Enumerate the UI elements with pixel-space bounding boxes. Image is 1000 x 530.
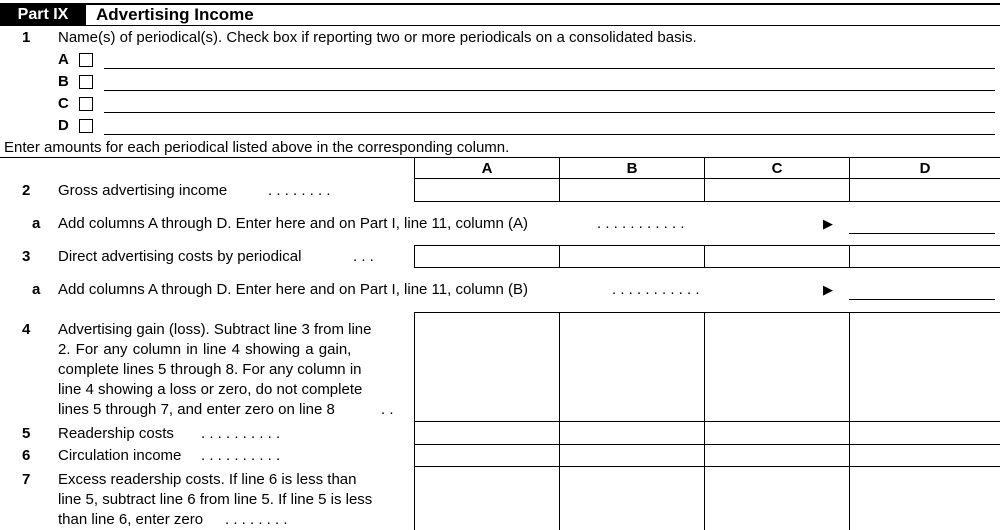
consolidated-checkbox-c[interactable] [79, 97, 93, 111]
line-6-number: 6 [22, 447, 31, 464]
line-6-cell-a[interactable] [415, 445, 559, 466]
part-title: Advertising Income [96, 5, 254, 24]
line-2-cell-a[interactable] [415, 179, 559, 201]
line-6-cell-b[interactable] [560, 445, 704, 466]
line-1-label: Name(s) of periodical(s). Check box if reporting two or more periodicals on a consolidated basis. [58, 29, 697, 46]
line-7-text-3: than line 6, enter zero [58, 511, 204, 528]
line-2-cell-d[interactable] [850, 179, 1000, 201]
line-4-leader-dots: . . [381, 401, 394, 418]
line-3-leader-dots: . . . [353, 248, 374, 265]
line-6-cell-d[interactable] [850, 445, 1000, 466]
line-7-cell-c[interactable] [705, 467, 849, 530]
line-2-cell-c[interactable] [705, 179, 849, 201]
periodical-letter: B [58, 73, 69, 90]
line-7-number: 7 [22, 471, 31, 488]
line-2-cell-b[interactable] [560, 179, 704, 201]
periodical-letter: D [58, 117, 69, 134]
line-4-text-5: lines 5 through 7, and enter zero on line 8 [58, 401, 335, 418]
line-3a-letter: a [32, 281, 41, 298]
line-3-cell-a[interactable] [415, 246, 559, 267]
line-5-leader-dots: . . . . . . . . . . [201, 425, 281, 442]
line-4-cell-b[interactable] [560, 313, 704, 421]
column-header-a: A [481, 160, 493, 177]
line-6-cell-c[interactable] [705, 445, 849, 466]
consolidated-checkbox-d[interactable] [79, 119, 93, 133]
line-4-text-3: complete lines 5 through 8. For any column in [58, 361, 362, 378]
line-6-leader-dots: . . . . . . . . . . [201, 447, 281, 464]
header-bottom-rule [0, 25, 1000, 26]
line-5-cell-c[interactable] [705, 422, 849, 444]
part-label: Part IX [0, 5, 86, 25]
periodical-name-field-a[interactable] [104, 68, 995, 69]
line-5-number: 5 [22, 425, 31, 442]
line-2a-letter: a [32, 215, 41, 232]
line-3-label: Direct advertising costs by periodical [58, 248, 302, 265]
line-5-cell-d[interactable] [850, 422, 1000, 444]
periodical-letter: A [58, 51, 69, 68]
line-5-cell-b[interactable] [560, 422, 704, 444]
consolidated-checkbox-a[interactable] [79, 53, 93, 67]
line-2a-leader-dots: . . . . . . . . . . . [597, 215, 685, 232]
line-7-cell-d[interactable] [850, 467, 1000, 530]
line-1-number: 1 [22, 29, 31, 46]
line-4-cell-c[interactable] [705, 313, 849, 421]
column-header-d: D [919, 160, 931, 177]
line-3-bottom-rule [414, 267, 1000, 268]
line-4-text-4: line 4 showing a loss or zero, do not complete [58, 381, 363, 398]
line-2a-total-field[interactable] [849, 233, 995, 234]
consolidated-checkbox-b[interactable] [79, 75, 93, 89]
line-7-cell-a[interactable] [415, 467, 559, 530]
periodical-name-field-c[interactable] [104, 112, 995, 113]
line-7-cell-b[interactable] [560, 467, 704, 530]
line-3-cell-d[interactable] [850, 246, 1000, 267]
line-4-text-1: Advertising gain (loss). Subtract line 3 from line [58, 321, 372, 338]
line-3-number: 3 [22, 248, 31, 265]
line-2-number: 2 [22, 182, 31, 199]
line-3-cell-c[interactable] [705, 246, 849, 267]
line-7-text-2: line 5, subtract line 6 from line 5. If line 5 is less [58, 491, 373, 508]
periodical-letter: C [58, 95, 69, 112]
line-5-cell-a[interactable] [415, 422, 559, 444]
line-3a-label: Add columns A through D. Enter here and on Part I, line 11, column (B) [58, 281, 528, 298]
line-2-label: Gross advertising income [58, 182, 228, 199]
line-3-cell-b[interactable] [560, 246, 704, 267]
column-header-c: C [771, 160, 783, 177]
line-3a-total-field[interactable] [849, 299, 995, 300]
grid-top-rule [0, 157, 1000, 158]
line-4-cell-d[interactable] [850, 313, 1000, 421]
line-7-leader-dots: . . . . . . . . [225, 511, 288, 528]
line-2-bottom-rule [414, 201, 1000, 202]
periodical-name-field-d[interactable] [104, 134, 995, 135]
line-5-label: Readership costs [58, 425, 174, 442]
arrow-right-icon: ▶ [823, 216, 833, 231]
instruction-text: Enter amounts for each periodical listed above in the corresponding column. [4, 139, 510, 156]
arrow-right-icon: ▶ [823, 282, 833, 297]
line-6-label: Circulation income [58, 447, 182, 464]
column-header-b: B [626, 160, 638, 177]
line-2-leader-dots: . . . . . . . . [268, 182, 331, 199]
line-4-cell-a[interactable] [415, 313, 559, 421]
line-3a-leader-dots: . . . . . . . . . . . [612, 281, 700, 298]
line-4-number: 4 [22, 321, 31, 338]
line-7-text-1: Excess readership costs. If line 6 is less than [58, 471, 357, 488]
line-4-text-2: 2. For any column in line 4 showing a gain, [58, 341, 352, 358]
periodical-name-field-b[interactable] [104, 90, 995, 91]
line-2a-label: Add columns A through D. Enter here and on Part I, line 11, column (A) [58, 215, 528, 232]
